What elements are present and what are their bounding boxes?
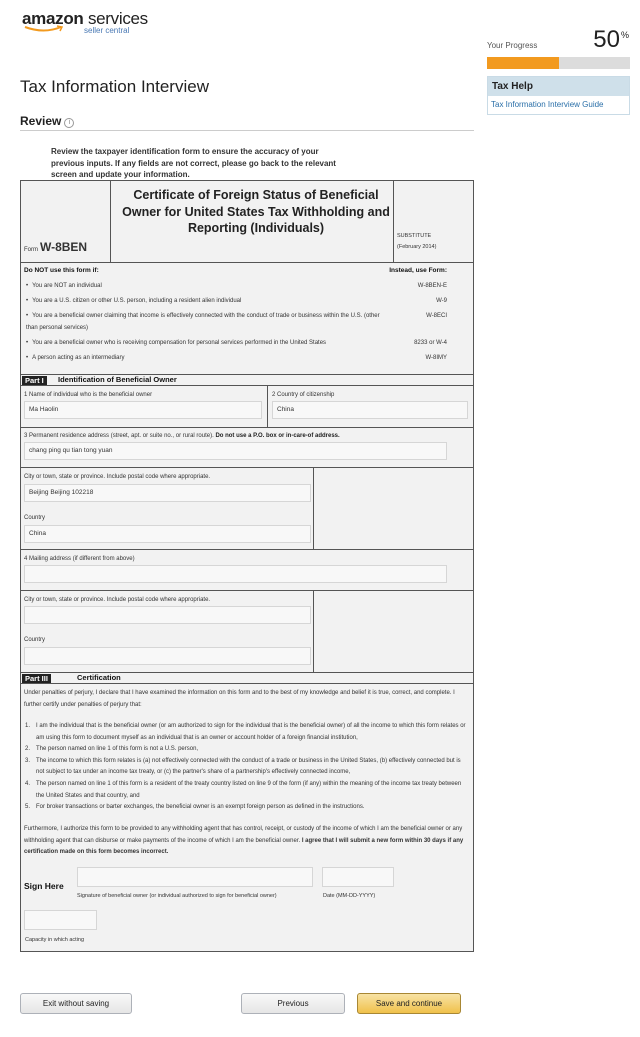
permanent-address-label: 3 Permanent residence address (street, apt. or suite no., or rural route). Do not use a P.O. box or in-care-of address.: [24, 433, 340, 439]
alternative-form: W-8BEN-E: [417, 283, 447, 289]
logo-services-text: services: [87, 9, 148, 28]
previous-button[interactable]: Previous: [241, 993, 345, 1014]
certification-item-number: 5.: [25, 804, 31, 811]
certification-item-text: The income to which this form relates is (a) not effectively connected with the conduct of a trade or business in the United States, (b) effectively connected but is not subject to tax under an income tax treaty, or (c) the partner's share of a partnership's effectively connected income,: [36, 757, 461, 776]
name-label: 1 Name of individual who is the beneficial owner: [24, 392, 153, 398]
mailing-country-label: Country: [24, 637, 46, 643]
signature-field: [77, 867, 313, 887]
progress-bar-fill: [487, 57, 559, 69]
form-title: Certificate of Foreign Status of Beneficial Owner for United States Tax Withholding and Reporting (Individuals): [122, 188, 390, 235]
name-field: Ma Haolin: [24, 401, 262, 419]
amazon-services-logo[interactable]: [22, 9, 148, 35]
do-not-use-item: • A person acting as an intermediary: [26, 352, 386, 364]
certification-item-text: The person named on line 1 of this form is a resident of the treaty country listed on line 9 of the form (if any) within the meaning of the income tax treaty between the United States and that country, and: [36, 780, 462, 799]
part1-header: [21, 374, 473, 386]
divider: [313, 467, 314, 549]
w8ben-form: [20, 180, 474, 952]
divider: [21, 262, 473, 263]
signature-label: Signature of beneficial owner (or individual authorized to sign for beneficial owner): [77, 893, 277, 899]
capacity-label: Capacity in which acting: [25, 937, 85, 943]
certification-list: [25, 721, 469, 814]
do-not-use-heading: Do NOT use this form if:: [24, 267, 99, 274]
certification-item: [25, 802, 469, 814]
mailing-address-label: 4 Mailing address (if different from above): [24, 556, 135, 562]
save-and-continue-button[interactable]: Save and continue: [357, 993, 461, 1014]
permanent-address-field: chang ping qu tian tong yuan: [24, 442, 447, 460]
citizenship-field: China: [272, 401, 468, 419]
certification-item-text: For broker transactions or barter exchanges, the beneficial owner is an exempt foreign person as defined in the instructions.: [36, 804, 365, 811]
exit-without-saving-button[interactable]: Exit without saving: [20, 993, 132, 1014]
certification-item: [25, 756, 469, 779]
mailing-city-label: City or town, state or province. Include postal code where appropriate.: [24, 597, 211, 603]
divider: [313, 590, 314, 672]
progress-percent: 50 %: [593, 26, 629, 53]
capacity-field: [24, 910, 97, 930]
do-not-use-item: • You are a beneficial owner who is receiving compensation for personal services performed in the United States: [26, 337, 386, 349]
country-field: China: [24, 525, 311, 543]
tax-interview-guide-link[interactable]: Tax Information Interview Guide: [488, 96, 629, 114]
certification-item-number: 3.: [25, 757, 31, 764]
part3-header: [21, 672, 473, 684]
sign-here-label: Sign Here: [24, 881, 64, 891]
divider: [267, 386, 268, 427]
date-label: Date (MM-DD-YYYY): [323, 893, 376, 899]
authorization-text: Furthermore, I authorize this form to be provided to any withholding agent that has control, receipt, or custody of the income of which I am the beneficial owner or any withholding agent that can disburse or make payments of the income of which I am the beneficial owner. I agree that I will submit a new form within 30 days if any certification made on this form becomes incorrect.: [24, 826, 464, 856]
amazon-smile-icon: [24, 25, 64, 33]
certification-intro: Under penalties of perjury, I declare that I have examined the information on this form and to the best of my knowledge and belief it is true, correct, and complete. I further certify under penalties of perjury that:: [24, 690, 455, 708]
part1-title: Identification of Beneficial Owner: [58, 375, 177, 384]
divider: [21, 427, 473, 428]
date-field: [322, 867, 394, 887]
mailing-address-field: [24, 565, 447, 583]
divider: [110, 181, 111, 262]
certification-item: [25, 779, 469, 802]
certification-item-text: I am the individual that is the beneficial owner (or am authorized to sign for the individual that is the beneficial owner) of all the income to which this form relates or am using this form to document myself as an individual that is an owner or account holder of a foreign financial institution,: [36, 723, 466, 741]
section-divider: [20, 130, 474, 131]
info-icon[interactable]: i: [64, 118, 74, 128]
do-not-use-item: • You are a beneficial owner claiming that income is effectively connected with the conduct of trade or business within the U.S. (other than personal services): [26, 310, 386, 334]
alternative-form: W-8ECI: [426, 313, 447, 319]
certification-item-number: 2.: [25, 746, 31, 753]
divider: [21, 549, 473, 550]
instead-heading: Instead, use Form:: [389, 267, 447, 274]
divider: [21, 590, 473, 591]
tax-help-panel: [487, 76, 630, 115]
section-heading: Review i: [20, 114, 74, 128]
certification-item-number: 4.: [25, 780, 31, 787]
alternative-form: W-9: [436, 298, 447, 304]
do-not-use-item: • You are a U.S. citizen or other U.S. person, including a resident alien individual: [26, 295, 386, 307]
page-title: Tax Information Interview: [20, 77, 209, 96]
progress-bar: [487, 57, 630, 69]
citizenship-label: 2 Country of citizenship: [272, 392, 335, 398]
logo-seller-central-text: seller central: [84, 26, 130, 35]
logo-amazon-text: amazon: [22, 9, 84, 28]
tax-help-title: Tax Help: [488, 77, 629, 96]
divider: [21, 467, 473, 468]
country-label: Country: [24, 515, 46, 521]
part3-title: Certification: [77, 673, 121, 682]
certification-item: [25, 744, 469, 756]
certification-item: [25, 721, 469, 744]
part3-tag: Part III: [22, 674, 51, 683]
certification-item-text: The person named on line 1 of this form is not a U.S. person,: [36, 746, 199, 753]
form-number: Form W-8BEN: [24, 240, 88, 254]
form-version: SUBSTITUTE (February 2014): [397, 233, 437, 250]
percent-symbol: %: [620, 30, 629, 40]
city-field: Beijing Beijing 102218: [24, 484, 311, 502]
progress-label: Your Progress: [487, 41, 538, 50]
part1-tag: Part I: [22, 376, 47, 385]
review-instructions: Review the taxpayer identification form to ensure the accuracy of your previous inputs. If any fields are not correct, please go back to the relevant screen and update your information.: [51, 147, 336, 180]
certification-item-number: 1.: [25, 723, 31, 729]
form-name: W-8BEN: [40, 240, 88, 254]
do-not-use-item: • You are NOT an individual: [26, 280, 386, 292]
city-label: City or town, state or province. Include postal code where appropriate.: [24, 474, 211, 480]
mailing-country-field: [24, 647, 311, 665]
mailing-city-field: [24, 606, 311, 624]
alternative-form: W-8IMY: [425, 355, 447, 361]
alternative-form: 8233 or W-4: [414, 340, 447, 346]
